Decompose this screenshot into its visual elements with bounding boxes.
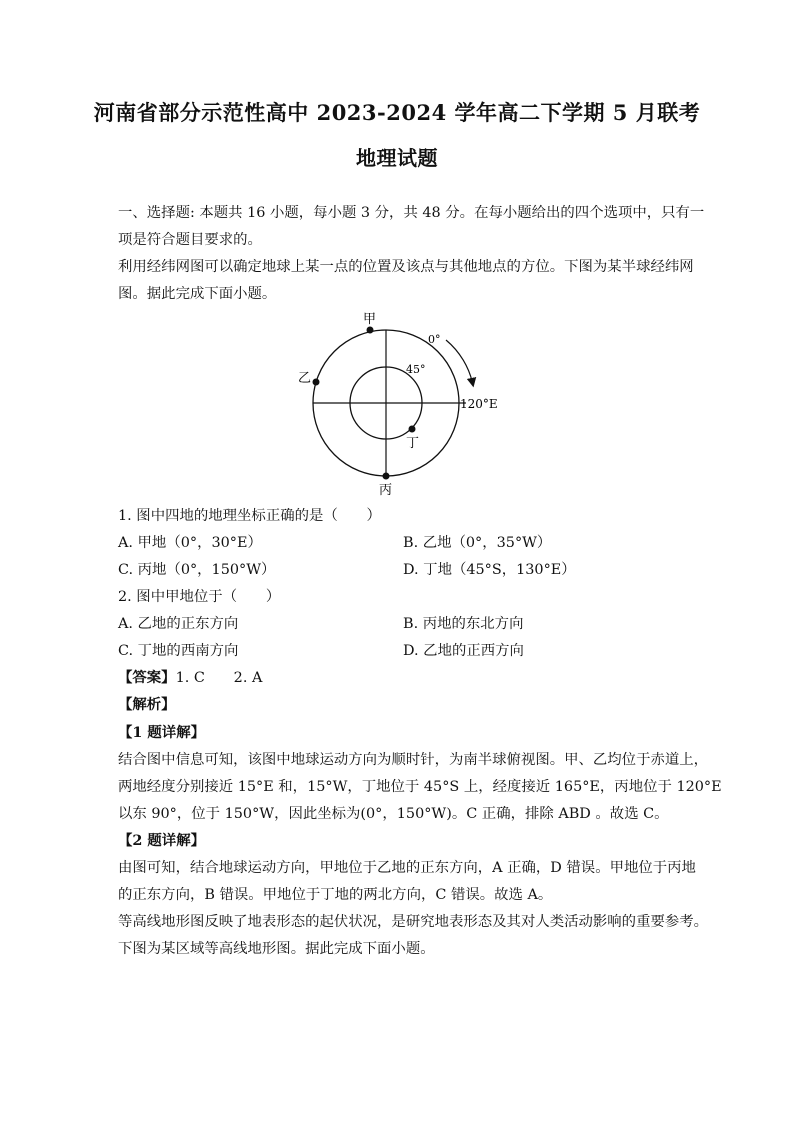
analysis-heading: 【解析】 xyxy=(118,696,176,713)
label-bing: 丙 xyxy=(379,483,393,498)
graticule-figure xyxy=(0,305,794,505)
answer-label: 【答案】 xyxy=(118,669,176,686)
q1-analysis-line-3: 以东 90°，位于 150°W，因此坐标为(0°，150°W)。C 正确，排除 ABD 。故选 C。 xyxy=(118,806,669,822)
q1-option-a: A. 甲地（0°，30°E） xyxy=(118,535,262,551)
q2-analysis-line-2: 的正东方向，B 错误。甲地位于丁地的两北方向，C 错误。故选 A。 xyxy=(118,887,553,903)
label-jia: 甲 xyxy=(363,312,377,327)
rotation-arrow xyxy=(446,340,473,385)
label-ding: 丁 xyxy=(406,436,420,451)
point-ding xyxy=(409,426,416,433)
point-yi xyxy=(313,379,320,386)
q2-option-a: A. 乙地的正东方向 xyxy=(118,616,239,632)
q2-stem: 2. 图中甲地位于（ ） xyxy=(118,589,281,605)
label-yi: 乙 xyxy=(298,371,312,386)
q1-analysis-line-1: 结合图中信息可知，该图中地球运动方向为顺时针，为南半球俯视图。甲、乙均位于赤道上， xyxy=(118,752,709,768)
q1-option-d: D. 丁地（45°S，130°E） xyxy=(403,562,576,578)
passage-line-2: 图。据此完成下面小题。 xyxy=(118,286,277,302)
section-intro-line-2: 项是符合题目要求的。 xyxy=(118,232,262,248)
label-45-degree: 45° xyxy=(406,363,426,376)
q2-option-b: B. 丙地的东北方向 xyxy=(403,616,524,632)
q1-option-b: B. 乙地（0°，35°W） xyxy=(403,535,552,551)
q1-analysis-heading: 【1 题详解】 xyxy=(118,724,205,741)
point-bing xyxy=(383,473,390,480)
next-passage-line-1: 等高线地形图反映了地表形态的起伏状况，是研究地表形态及其对人类活动影响的重要参考。 xyxy=(118,914,709,930)
page-title: 河南省部分示范性高中 2023-2024 学年高二下学期 5 月联考 xyxy=(93,100,701,125)
passage-line-1: 利用经纬网图可以确定地球上某一点的位置及该点与其他地点的方位。下图为某半球经纬网 xyxy=(118,259,694,275)
q1-analysis-line-2: 两地经度分别接近 15°E 和，15°W，丁地位于 45°S 上，经度接近 165°E，丙地位于 120°E xyxy=(118,779,722,795)
q2-option-d: D. 乙地的正西方向 xyxy=(403,643,524,659)
q2-option-c: C. 丁地的西南方向 xyxy=(118,643,239,659)
page-subtitle: 地理试题 xyxy=(356,146,438,170)
point-jia xyxy=(367,327,374,334)
q2-analysis-heading: 【2 题详解】 xyxy=(118,832,205,849)
next-passage-line-2: 下图为某区域等高线地形图。据此完成下面小题。 xyxy=(118,941,435,957)
section-intro-line-1: 一、选择题: 本题共 16 小题，每小题 3 分，共 48 分。在每小题给出的四个选项中，只有一 xyxy=(118,205,705,221)
answer-line xyxy=(118,669,262,687)
label-0-degree: 0° xyxy=(428,333,441,346)
label-120e: 120°E xyxy=(460,397,498,411)
q2-analysis-line-1: 由图可知，结合地球运动方向，甲地位于乙地的正东方向，A 正确，D 错误。甲地位于丙地 xyxy=(118,860,696,876)
q1-option-c: C. 丙地（0°，150°W） xyxy=(118,562,276,578)
q1-stem: 1. 图中四地的地理坐标正确的是（ ） xyxy=(118,508,381,524)
answer-text: 1. C 2. A xyxy=(175,670,263,686)
